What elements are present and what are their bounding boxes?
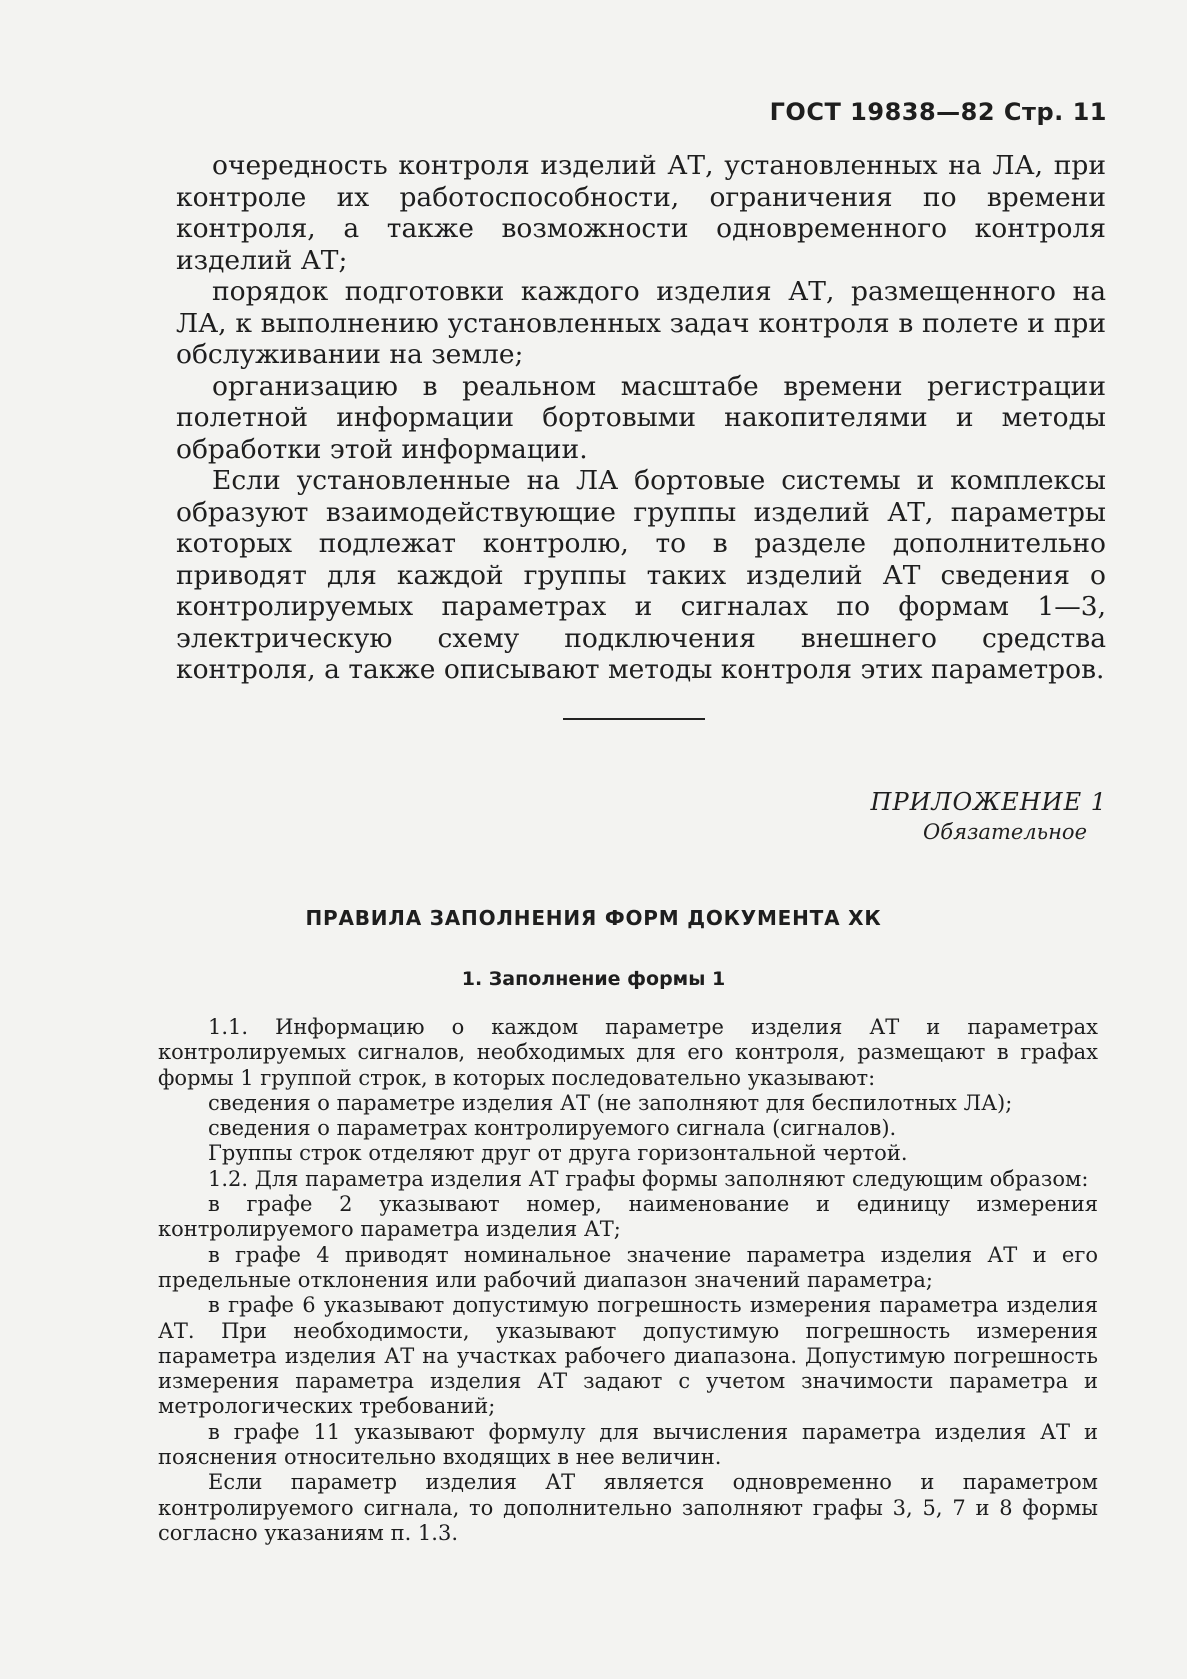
paragraph: сведения о параметрах контролируемого сигнала (сигналов). — [208, 1116, 897, 1141]
appendix-heading — [871, 788, 1107, 844]
paragraph: Если параметр изделия АТ является одновременно и параметром контролируемого сигнала, то дополнительно заполняют графы 3, 5, 7 и 8 формы согласно указаниям п. 1.3. — [158, 1470, 1098, 1545]
paragraph: в графе 2 указывают номер, наименование и единицу измерения контролируемого параметра изделия АТ; — [158, 1192, 1098, 1242]
body-bottom — [158, 1015, 1098, 1546]
paragraph: Если установленные на ЛА бортовые системы и комплексы образуют взаимодействующие группы изделий АТ, параметры которых подлежат контролю, то в разделе дополнительно приводят для каждой группы таких изделий АТ сведения о контролируемых параметрах и сигналах по формам 1—3, электрическую схему подключения внешнего средства контроля, а также описывают методы контроля этих параметров. — [176, 465, 1106, 685]
paragraph: 1.2. Для параметра изделия АТ графы формы заполняют следующим образом: — [208, 1166, 1089, 1191]
appendix-status: Обязательное — [923, 820, 1087, 844]
paragraph: в графе 11 указывают формулу для вычисления параметра изделия АТ и пояснения относительно входящих в нее величин. — [158, 1419, 1098, 1470]
paragraph: Группы строк отделяют друг от друга горизонтальной чертой. — [208, 1141, 908, 1166]
body-top — [176, 150, 1106, 686]
separator-rule — [563, 718, 705, 720]
paragraph: 1.1. Информацию о каждом параметре изделия АТ и параметрах контролируемых сигналов, необходимых для его контроля, размещают в графах формы 1 группой строк, в которых последовательно указывают: — [158, 1015, 1098, 1090]
appendix-label: ПРИЛОЖЕНИЕ 1 — [870, 788, 1107, 816]
paragraph: в графе 4 приводят номинальное значение параметра изделия АТ и его предельные отклонения или рабочий диапазон значений параметра; — [158, 1242, 1098, 1292]
section-title: ПРАВИЛА ЗАПОЛНЕНИЯ ФОРМ ДОКУМЕНТА ХК — [305, 906, 882, 930]
running-head: ГОСТ 19838—82 Стр. 11 — [769, 98, 1107, 126]
paragraph: сведения о параметре изделия АТ (не заполняют для беспилотных ЛА); — [208, 1090, 1013, 1115]
paragraph: очередность контроля изделий АТ, установленных на ЛА, при контроле их работоспособности, ограничения по времени контроля, а также возможности одновременного контроля изделий АТ; — [176, 150, 1106, 276]
subsection-title: 1. Заполнение формы 1 — [461, 968, 726, 990]
paragraph: в графе 6 указывают допустимую погрешность измерения параметра изделия АТ. При необходимости, указывают допустимую погрешность измерения параметра изделия АТ на участках рабочего диапазона. Допустимую погрешность измерения параметра изделия АТ задают с учетом значимости параметра и метрологических требований; — [158, 1293, 1098, 1419]
paragraph: организацию в реальном масштабе времени регистрации полетной информации бортовыми накопителями и методы обработки этой информации. — [176, 370, 1106, 465]
paragraph: порядок подготовки каждого изделия АТ, размещенного на ЛА, к выполнению установленных задач контроля в полете и при обслуживании на земле; — [176, 276, 1106, 370]
